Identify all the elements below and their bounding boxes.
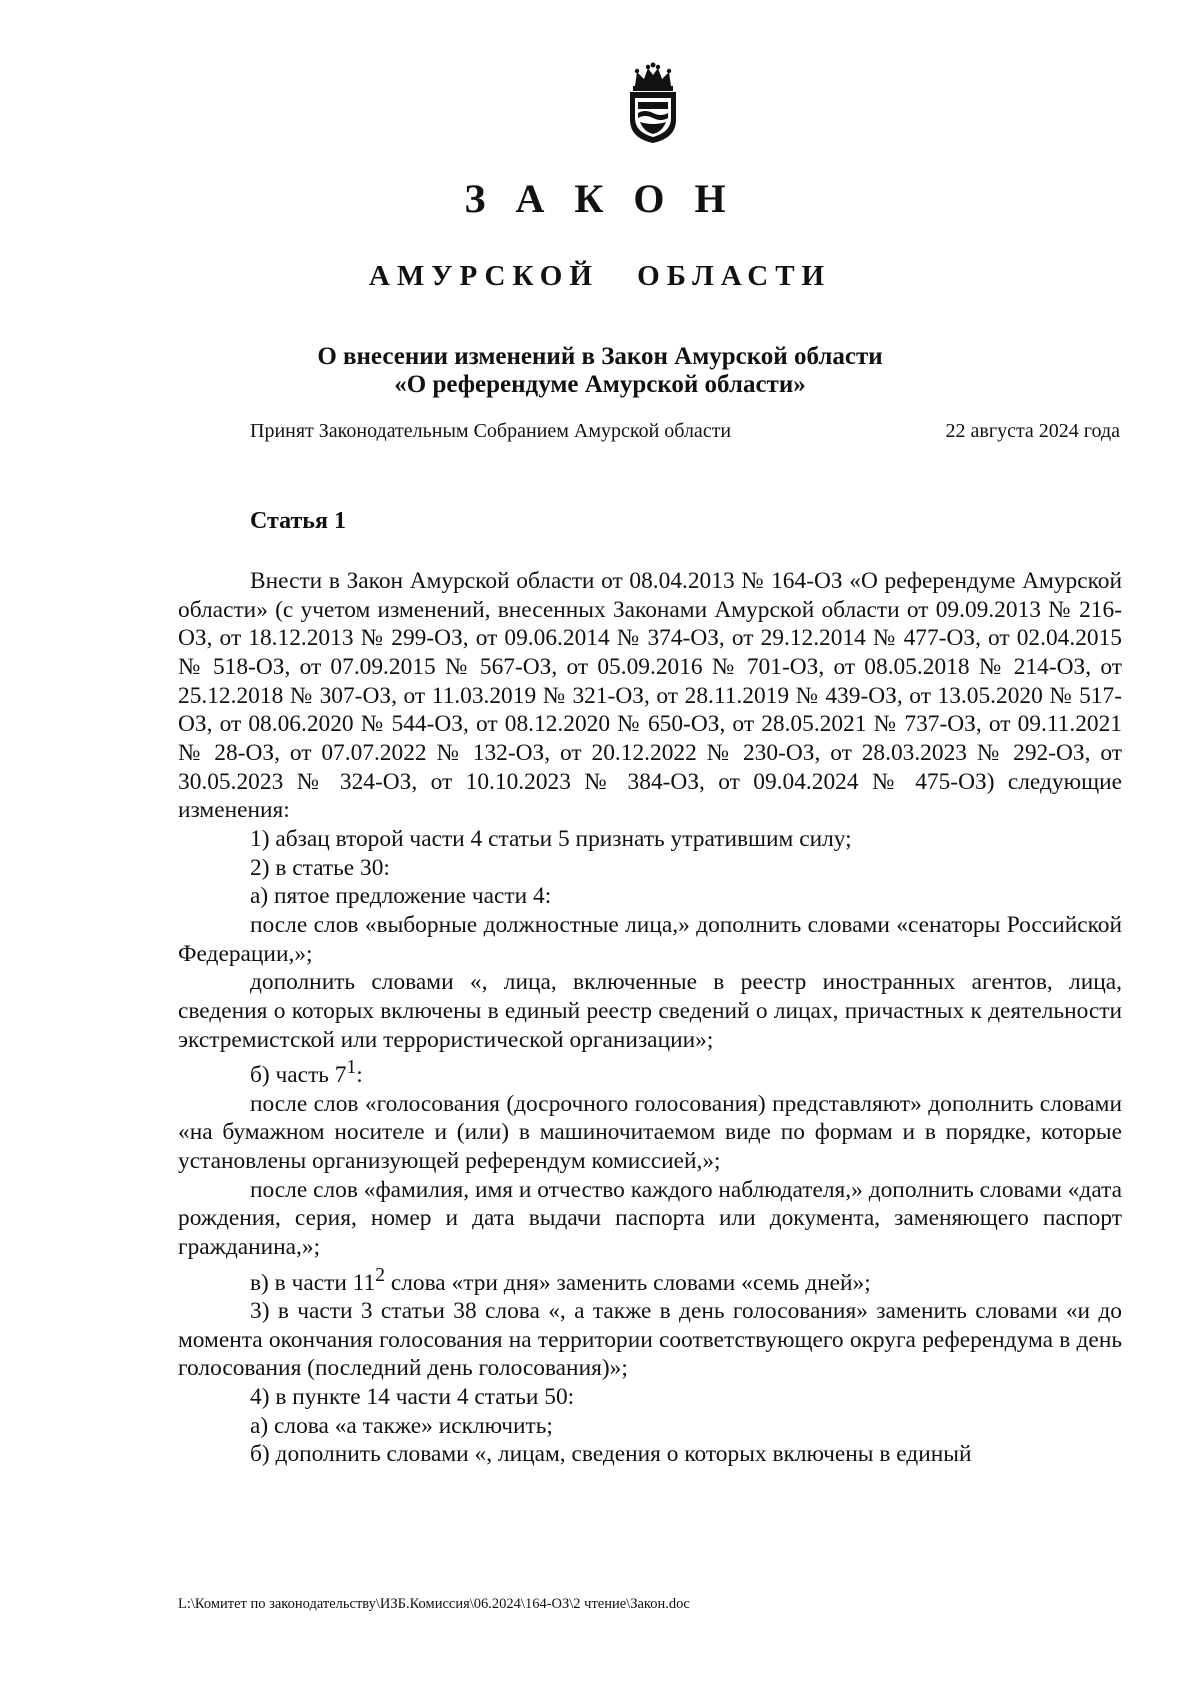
superscript: 1 [346,1057,357,1079]
adoption-line [250,420,1120,443]
paragraph: а) пятое предложение части 4: [250,883,552,910]
law-title-line-2: «О референдуме Амурской области» [394,371,806,398]
document-title: З А К О Н [464,176,736,221]
superscript: 2 [375,1264,385,1286]
paragraph: 4) в пункте 14 части 4 статьи 50: [250,1383,575,1410]
paragraph: дополнить словами «, лица, включенные в реестр иностранных агентов, лица, сведения о которых включены в единый реестр сведений о лицах, причастных к деятельности экстремистской или террористической организации»; [178,969,1122,1053]
coat-of-arms-icon [625,62,681,144]
law-title-line-1: О внесении изменений в Закон Амурской области [317,343,883,370]
region-title: АМУРСКОЙ ОБЛАСТИ [368,260,832,292]
paragraph: после слов «выборные должностные лица,» дополнить словами «сенаторы Российской Федерации,»; [178,911,1122,967]
paragraph: в) в части $11^2$ слова «три дня» заменить словами «семь дней»; [250,1264,871,1296]
paragraph: Внести в Закон Амурской области от 08.04.2013 № 164-ОЗ «О референдуме Амурской области» (с учетом изменений, внесенных Законами Амурской области от 09.09.2013 № 216-ОЗ, от 18.12.2013 № 299-ОЗ, от 09.06.2014 № 374-ОЗ, от 29.12.2014 № 477-ОЗ, от 02.04.2015 № 518-ОЗ, от 07.09.2015 № 567-ОЗ, от 05.09.2016 № 701-ОЗ, от 08.05.2018 № 214-ОЗ, от 25.12.2018 № 307-ОЗ, от 11.03.2019 № 321-ОЗ, от 28.11.2019 № 439-ОЗ, от 13.05.2020 № 517-ОЗ, от 08.06.2020 № 544-ОЗ, от 08.12.2020 № 650-ОЗ, от 28.05.2021 № 737-ОЗ, от 09.11.2021 № 28-ОЗ, от 07.07.2022 № 132-ОЗ, от 20.12.2022 № 230-ОЗ, от 28.03.2023 № 292-ОЗ, от 30.05.2023 № 324-ОЗ, от 10.10.2023 № 384-ОЗ, от 09.04.2024 № 475-ОЗ) следующие изменения: [178,568,1122,824]
paragraph: после слов «фамилия, имя и отчество каждого наблюдателя,» дополнить словами «дата рождения, серия, номер и дата выдачи паспорта или документа, заменяющего паспорт гражданина,»; [178,1176,1122,1260]
law-title [0,343,1200,399]
paragraph: 3) в части 3 статьи 38 слова «, а также в день голосования» заменить словами «и до момента окончания голосования на территории соответствующего округа референдума в день голосования (последний день голосования)»; [178,1298,1122,1382]
adoption-date: 22 августа 2024 года [945,420,1120,442]
adoption-text: Принят Законодательным Собранием Амурской области [250,420,732,442]
paragraph: 1) абзац второй части 4 статьи 5 признать утратившим силу; [250,825,852,852]
file-path-footer: L:\Комитет по законодательству\ИЗБ.Комиссия\06.2024\164-ОЗ\2 чтение\Закон.doc [178,1596,690,1612]
article-body [178,567,1122,1469]
paragraph: 2) в статье 30: [250,854,390,881]
article-heading: Статья 1 [250,508,346,534]
paragraph: б) дополнить словами «, лицам, сведения о которых включены в единый [250,1441,972,1468]
paragraph: а) слова «а также» исключить; [250,1412,553,1439]
paragraph: б) часть $7^1$: [250,1057,363,1088]
paragraph: после слов «голосования (досрочного голосования) представляют» дополнить словами «на бумажном носителе и (или) в машиночитаемом виде по формам и в порядке, которые установлены организующей референдум комиссией,»; [178,1090,1122,1174]
